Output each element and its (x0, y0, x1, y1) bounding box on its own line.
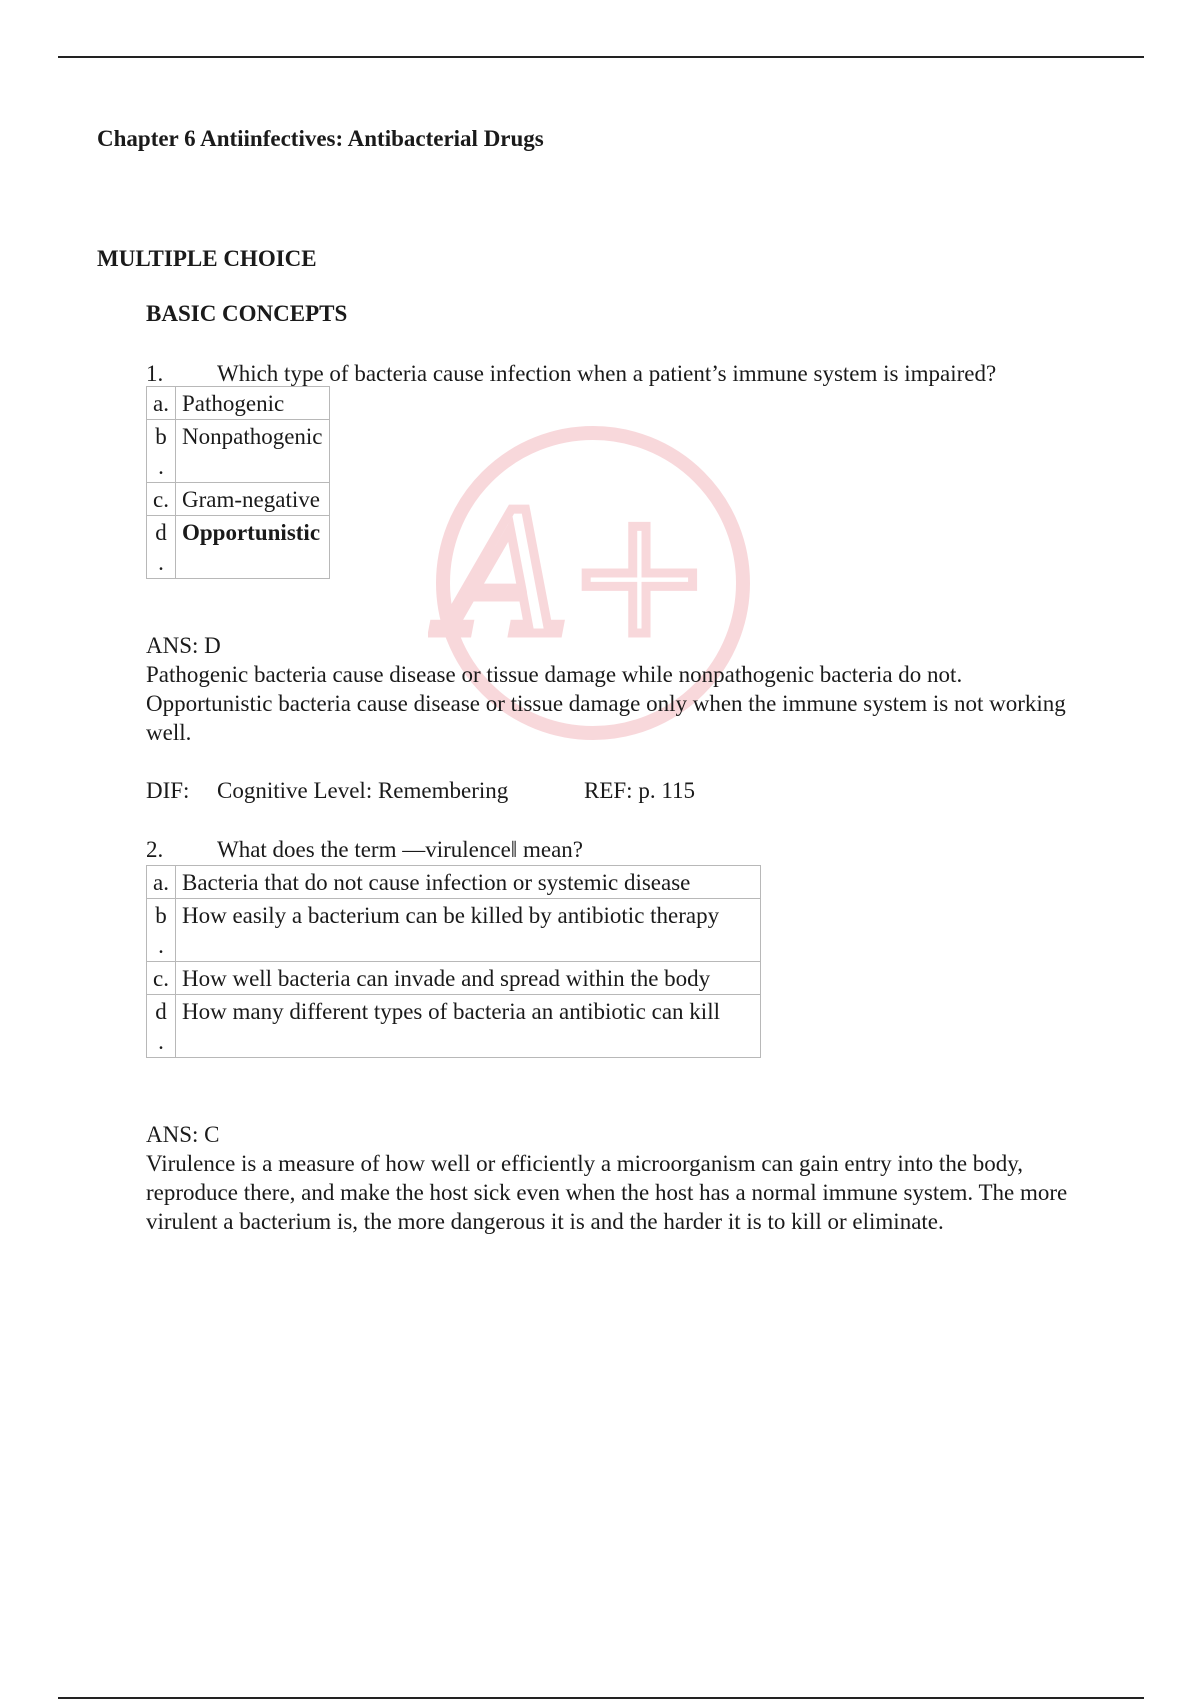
question-1 (146, 361, 996, 387)
option-text: Gram-negative (176, 483, 330, 516)
option-text: How many different types of bacteria an antibiotic can kill (176, 995, 761, 1058)
option-letter: d . (147, 995, 176, 1058)
section-heading: MULTIPLE CHOICE (97, 246, 317, 271)
option-text: How well bacteria can invade and spread within the body (176, 962, 761, 995)
option-letter: a. (147, 866, 176, 899)
rationale-2: Virulence is a measure of how well or efficiently a microorganism can gain entry into the body, reproduce there, and make the host sick even when the host has a normal immune system. The more virulent a bacterium is, the more dangerous it is and the harder it is to kill or eliminate. (146, 1151, 1068, 1234)
option-row (147, 962, 761, 995)
option-letter: d . (147, 516, 176, 579)
question-2 (146, 837, 583, 863)
question-text: Which type of bacteria cause infection when a patient’s immune system is impaired? (217, 361, 997, 386)
option-row (147, 387, 330, 420)
answer-1: ANS: D (146, 633, 221, 658)
option-text-correct: Opportunistic (176, 516, 330, 579)
question-1-options (146, 386, 330, 579)
option-letter: b . (147, 899, 176, 962)
option-letter: b . (147, 420, 176, 483)
dif-line (146, 778, 695, 804)
option-row (147, 899, 761, 962)
option-row (147, 420, 330, 483)
option-text: How easily a bacterium can be killed by antibiotic therapy (176, 899, 761, 962)
question-number: 2. (146, 837, 164, 862)
question-number: 1. (146, 361, 164, 386)
option-letter: a. (147, 387, 176, 420)
bottom-rule (58, 1697, 1144, 1699)
option-row (147, 995, 761, 1058)
chapter-title: Chapter 6 Antiinfectives: Antibacterial Drugs (97, 126, 544, 151)
option-text: Pathogenic (176, 387, 330, 420)
answer-2: ANS: C (146, 1122, 220, 1147)
rationale-1: Pathogenic bacteria cause disease or tissue damage while nonpathogenic bacteria do not. Opportunistic bacteria cause disease or tissue damage only when the immune system is not working well. (146, 662, 1066, 745)
option-text: Bacteria that do not cause infection or systemic disease (176, 866, 761, 899)
option-row (147, 516, 330, 579)
ref-value: REF: p. 115 (584, 778, 695, 803)
option-text: Nonpathogenic (176, 420, 330, 483)
dif-value: Cognitive Level: Remembering (217, 778, 509, 803)
option-letter: c. (147, 962, 176, 995)
question-2-options (146, 865, 761, 1058)
option-letter: c. (147, 483, 176, 516)
dif-label: DIF: (146, 778, 190, 803)
option-row (147, 483, 330, 516)
top-rule (58, 56, 1144, 58)
question-text: What does the term ―virulence‖ mean? (217, 837, 584, 862)
option-row (147, 866, 761, 899)
subsection-heading: BASIC CONCEPTS (146, 301, 348, 326)
watermark-mark: A+ (445, 476, 711, 674)
